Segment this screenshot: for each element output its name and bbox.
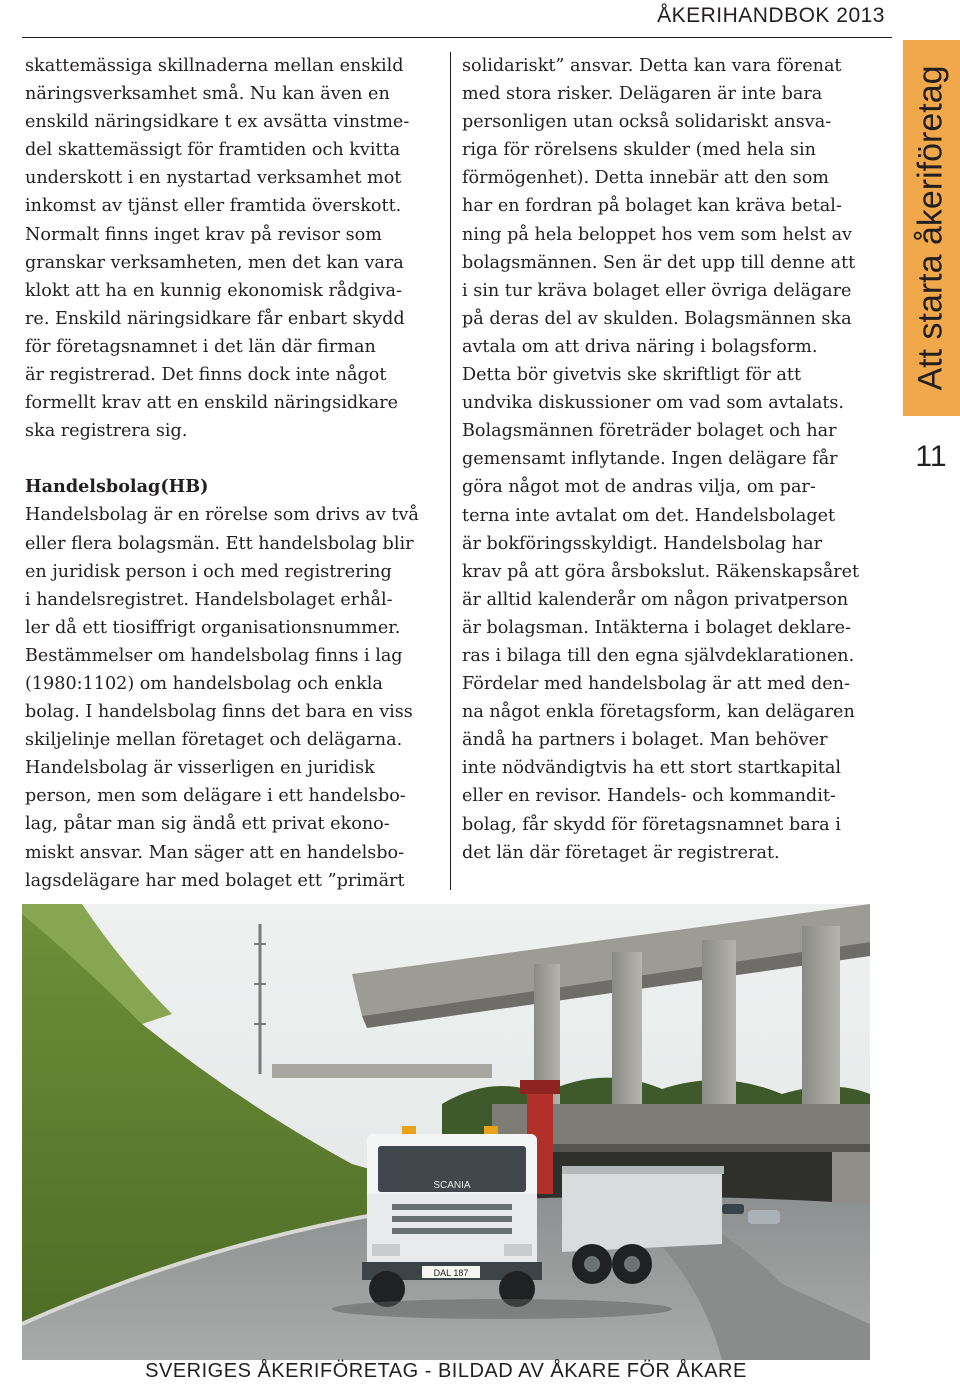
text-line: klokt att ha en kunnig ekonomisk rådgiva- (25, 280, 402, 301)
text-line: eller flera bolagsmän. Ett handelsbolag blir (25, 533, 414, 554)
chapter-title: Att starta åkeriföretag (911, 65, 950, 391)
text-line: Bolagsmännen företräder bolaget och har (462, 421, 837, 442)
truck-photo (22, 904, 870, 1360)
text-line: göra något mot de andras vilja, om par- (462, 477, 816, 498)
truck-photo-illustration (22, 904, 870, 1360)
right-column (462, 52, 874, 867)
text-line: i handelsregistret. Handelsbolaget erhål- (25, 589, 393, 610)
section-heading: Handelsbolag(HB) (25, 476, 209, 498)
text-line: miskt ansvar. Man säger att en handelsbo- (25, 842, 405, 863)
license-plate-text: DAL 187 (433, 1268, 469, 1278)
text-line: en juridisk person i och med registrering (25, 561, 392, 582)
text-line: Detta bör givetvis ske skriftligt för att (462, 365, 802, 386)
text-line: ler då ett tiosiffrigt organisationsnummer. (25, 617, 401, 638)
header-rule (22, 37, 892, 38)
text-line: granskar verksamheten, men det kan vara (25, 252, 404, 273)
text-line: förmögenhet). Detta innebär att den som (462, 168, 829, 189)
text-line: lagsdelägare har med bolaget ett ”primärt (25, 870, 405, 891)
text-line: Fördelar med handelsbolag är att med den- (462, 674, 850, 695)
text-line: Normalt finns inget krav på revisor som (25, 224, 382, 245)
text-line: undvika diskussioner om vad som avtalats. (462, 393, 845, 414)
text-line: krav på att göra årsbokslut. Räkenskapsåret (462, 561, 860, 582)
text-line: terna inte avtalat om det. Handelsbolaget (462, 505, 836, 526)
paragraph-handelsbolag (25, 501, 437, 894)
text-line: ning på hela beloppet hos vem som helst av (462, 224, 852, 245)
text-line: eller en revisor. Handels- och kommandit- (462, 786, 836, 807)
text-line: riga för rörelsens skulder (med hela sin (462, 140, 816, 161)
text-line: ska registrera sig. (25, 421, 188, 442)
text-line: bolagsmännen. Sen är det upp till denne att (462, 252, 856, 273)
text-line: Handelsbolag är en rörelse som drivs av två (25, 505, 419, 526)
text-line: ras i bilaga till den egna självdeklarationen. (462, 645, 855, 666)
text-line: solidariskt” ansvar. Detta kan vara förenat (462, 56, 842, 76)
text-line: enskild näringsidkare t ex avsätta vinstme- (25, 112, 410, 133)
paragraph-gap (25, 445, 437, 473)
text-line: Handelsbolag är visserligen en juridisk (25, 758, 375, 779)
text-line: re. Enskild näringsidkare får enbart skydd (25, 308, 405, 329)
text-line: är bolagsman. Intäkterna i bolaget deklare- (462, 617, 851, 638)
text-line: är bokföringsskyldigt. Handelsbolag har (462, 533, 822, 554)
text-line: del skattemässigt för framtiden och kvitta (25, 140, 401, 161)
text-line: personligen utan också solidariskt ansva- (462, 112, 832, 133)
text-line: skiljelinje mellan företaget och delägarna. (25, 730, 403, 751)
text-line: underskott i en nystartad verksamhet mot (25, 168, 402, 189)
text-line: för företagsnamnet i det län där firman (25, 336, 376, 357)
text-line: näringsverksamhet små. Nu kan även en (25, 84, 390, 105)
text-line: bolag, får skydd för företagsnamnet bara i (462, 814, 841, 835)
left-column (25, 52, 437, 895)
text-line: gemensamt inflytande. Ingen delägare får (462, 449, 838, 470)
text-line: avtala om att driva näring i bolagsform. (462, 336, 818, 357)
paragraph-enskild-firma (25, 52, 437, 445)
text-line: med stora risker. Delägaren är inte bara (462, 84, 823, 105)
text-line: det län där företaget är registrerat. (462, 842, 780, 863)
text-line: na något enkla företagsform, kan delägaren (462, 702, 855, 723)
text-line: i sin tur kräva bolaget eller övriga delägare (462, 280, 852, 301)
text-line: ändå ha partners i bolaget. Man behöver (462, 730, 828, 751)
page-footer: SVERIGES ÅKERIFÖRETAG - BILDAD AV ÅKARE FÖR ÅKARE (145, 1360, 747, 1382)
text-line: lag, påtar man sig ändå ett privat ekono- (25, 814, 390, 835)
text-line: inte nödvändigtvis ha ett stort startkapital (462, 758, 842, 779)
running-header: ÅKERIHANDBOK 2013 (657, 4, 885, 27)
truck-badge-text: SCANIA (433, 1180, 471, 1191)
text-line: Bestämmelser om handelsbolag finns i lag (25, 645, 403, 666)
text-line: är registrerad. Det finns dock inte något (25, 365, 387, 386)
text-line: formellt krav att en enskild näringsidkare (25, 393, 399, 414)
text-line: (1980:1102) om handelsbolag och enkla (25, 673, 383, 694)
text-line: bolag. I handelsbolag finns det bara en viss (25, 702, 413, 723)
text-line: skattemässiga skillnaderna mellan enskild (25, 56, 404, 76)
page-number: 11 (915, 440, 947, 473)
text-line: person, men som delägare i ett handelsbo- (25, 786, 406, 807)
text-line: är alltid kalenderår om någon privatperson (462, 589, 849, 610)
column-divider (450, 52, 451, 890)
text-line: har en fordran på bolaget kan kräva betal- (462, 196, 842, 217)
text-line: på deras del av skulden. Bolagsmännen ska (462, 308, 852, 329)
text-line: inkomst av tjänst eller framtida överskott. (25, 196, 402, 217)
